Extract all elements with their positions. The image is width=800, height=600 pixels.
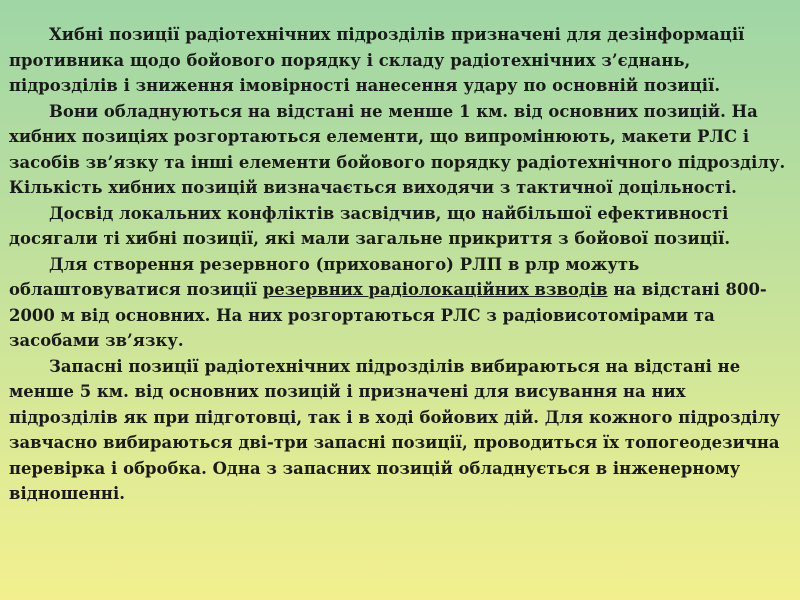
paragraph-spare-positions: Запасні позиції радіотехнічних підрозділів вибираються на відстані не менше 5 км. від основних позицій і призначені для висування на них підрозділів як при підготовці, так і в ході бойових дій. Для кожного підрозділу завчасно вибираються дві-три запасні позиції, проводиться їх топогеодезична перевірка і обробка. Одна з запасних позицій обладнується в інженерному відношенні. [9, 356, 780, 503]
reserve-radar-platoons-link[interactable]: резервних радіолокаційних взводів [262, 280, 608, 299]
paragraph-reserve-positions [9, 252, 790, 354]
reserve-text-after: на відстані 800-2000 м від основних. На них розгортаються РЛС з радіовисотомірами та засобами зв’язку. [9, 280, 767, 350]
paragraph-false-positions-equipment: Вони обладнуються на відстані не менше 1 км. від основних позицій. На хибних позиціях розгортаються елементи, що випромінюють, макети РЛС і засобів зв’язку та інші елементи бойового порядку радіотехнічного підрозділу. Кількість хибних позицій визначається виходячи з тактичної доцільності. [9, 101, 786, 197]
paragraph-local-conflicts-experience: Досвід локальних конфліктів засвідчив, що найбільшої ефективності досягали ті хибні позиції, які мали загальне прикриття з бойової позиції. [9, 203, 731, 248]
reserve-text-before: Для створення резервного (прихованого) РЛП в рлр можуть облаштовуватися позиції [9, 254, 640, 299]
paragraph-false-positions-purpose: Хибні позиції радіотехнічних підрозділів призначені для дезінформації противника щодо бойового порядку і складу радіотехнічних з’єднань, підрозділів і зниження імовірності нанесення удару по основній позиції. [9, 25, 745, 95]
text-body [9, 22, 790, 507]
